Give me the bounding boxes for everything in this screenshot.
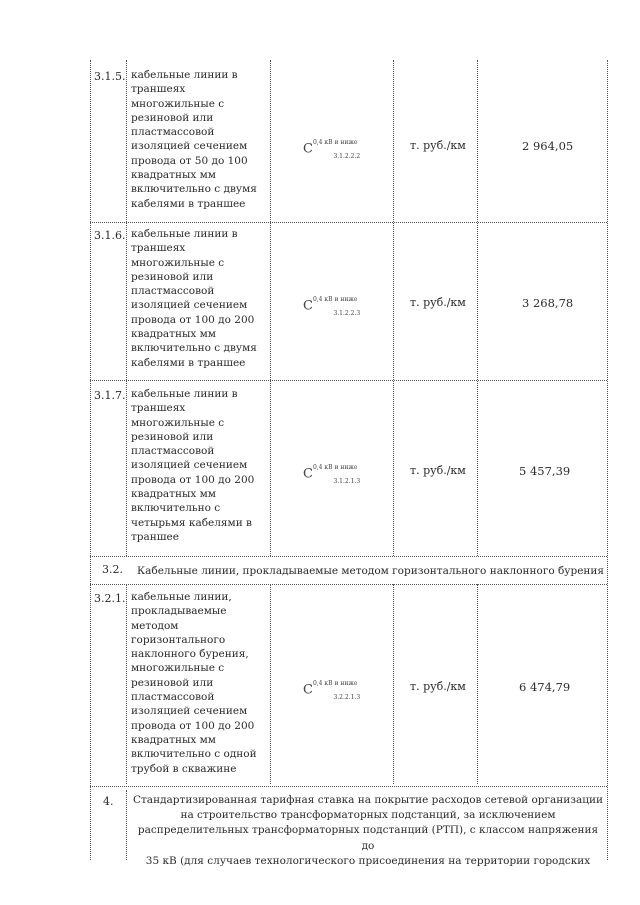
- rate-code-voltage: 0,4 кВ и ниже: [312, 296, 358, 303]
- rate-code-voltage: 0,4 кВ и ниже: [312, 464, 358, 471]
- row-description: кабельные линии в траншеях многожильные с резиновой или пластмассовой изоляцией сечением провода от 100 до 200 квадратных мм включительно с двумя кабелями в траншее: [131, 228, 257, 369]
- column-divider-desc: [270, 60, 271, 556]
- rate-code-voltage: 0,4 кВ и ниже: [312, 139, 358, 146]
- section-title: Кабельные линии, прокладываемые методом горизонтального наклонного бурения: [137, 565, 605, 577]
- row-unit: т. руб./км: [410, 464, 466, 477]
- rate-code-letter: С: [303, 298, 313, 314]
- rate-code: [303, 296, 384, 319]
- rate-code-letter: С: [303, 141, 313, 157]
- rate-code-letter: С: [303, 466, 313, 482]
- row-value: 3 268,78: [522, 296, 574, 310]
- row-number: 3.1.5.: [94, 70, 126, 83]
- rate-code-index: 3.2.2.1.3: [333, 693, 361, 701]
- row-unit: т. руб./км: [410, 139, 466, 152]
- row-number: 3.1.7.: [94, 389, 126, 402]
- rate-code-index: 3.1.2.1.3: [333, 477, 361, 485]
- rate-code: [303, 680, 384, 703]
- row-value: 2 964,05: [522, 139, 574, 153]
- table-border-right: [607, 60, 608, 860]
- column-divider-code: [393, 60, 394, 556]
- column-divider-desc: [270, 584, 271, 784]
- rate-code: [303, 139, 384, 162]
- row-description: кабельные линии в траншеях многожильные с резиновой или пластмассовой изоляцией сечением провода от 100 до 200 квадратных мм включительно с четырьмя кабелями в траншее: [131, 388, 255, 543]
- row-divider: [90, 556, 607, 557]
- row-unit: т. руб./км: [410, 296, 466, 309]
- column-divider-code: [393, 584, 394, 784]
- column-divider-num: [126, 790, 127, 860]
- column-divider-num: [126, 584, 127, 784]
- row-description: кабельные линии в траншеях многожильные с резиновой или пластмассовой изоляцией сечением провода от 50 до 100 квадратных мм включительно с двумя кабелями в траншее: [131, 69, 257, 210]
- column-divider-num: [126, 60, 127, 556]
- rate-code: [303, 464, 384, 487]
- row-description: кабельные линии, прокладываемые методом горизонтального наклонного бурения, многожильные с резиновой или пластмассовой изоляцией сечением провода от 100 до 200 квадратных мм включительно с одной трубой в скважине: [131, 591, 257, 775]
- column-divider-unit: [477, 584, 478, 784]
- row-divider: [90, 380, 607, 381]
- rate-code-letter: С: [303, 682, 313, 698]
- row-number: 3.1.6.: [94, 229, 126, 242]
- column-divider-unit: [477, 60, 478, 556]
- row-divider: [90, 786, 607, 787]
- table-border-left: [90, 60, 91, 860]
- section-text: Стандартизированная тарифная ставка на покрытие расходов сетевой организации на строительство трансформаторных подстанций, за исключением распределительных трансформаторных подстанций (РТП), с классом напряжения до 35 кВ (для случаев технологического присоединения на территории городских: [132, 794, 604, 867]
- row-number: 3.2.1.: [94, 592, 126, 605]
- section-number: 4.: [103, 795, 114, 808]
- rate-code-index: 3.1.2.2.3: [333, 309, 361, 317]
- row-divider: [90, 584, 607, 585]
- row-value: 5 457,39: [519, 464, 571, 478]
- section-number: 3.2.: [102, 563, 123, 576]
- rate-code-index: 3.1.2.2.2: [333, 152, 361, 160]
- rate-code-voltage: 0,4 кВ и ниже: [312, 680, 358, 687]
- row-value: 6 474,79: [519, 680, 571, 694]
- row-unit: т. руб./км: [410, 680, 466, 693]
- row-divider: [90, 222, 607, 223]
